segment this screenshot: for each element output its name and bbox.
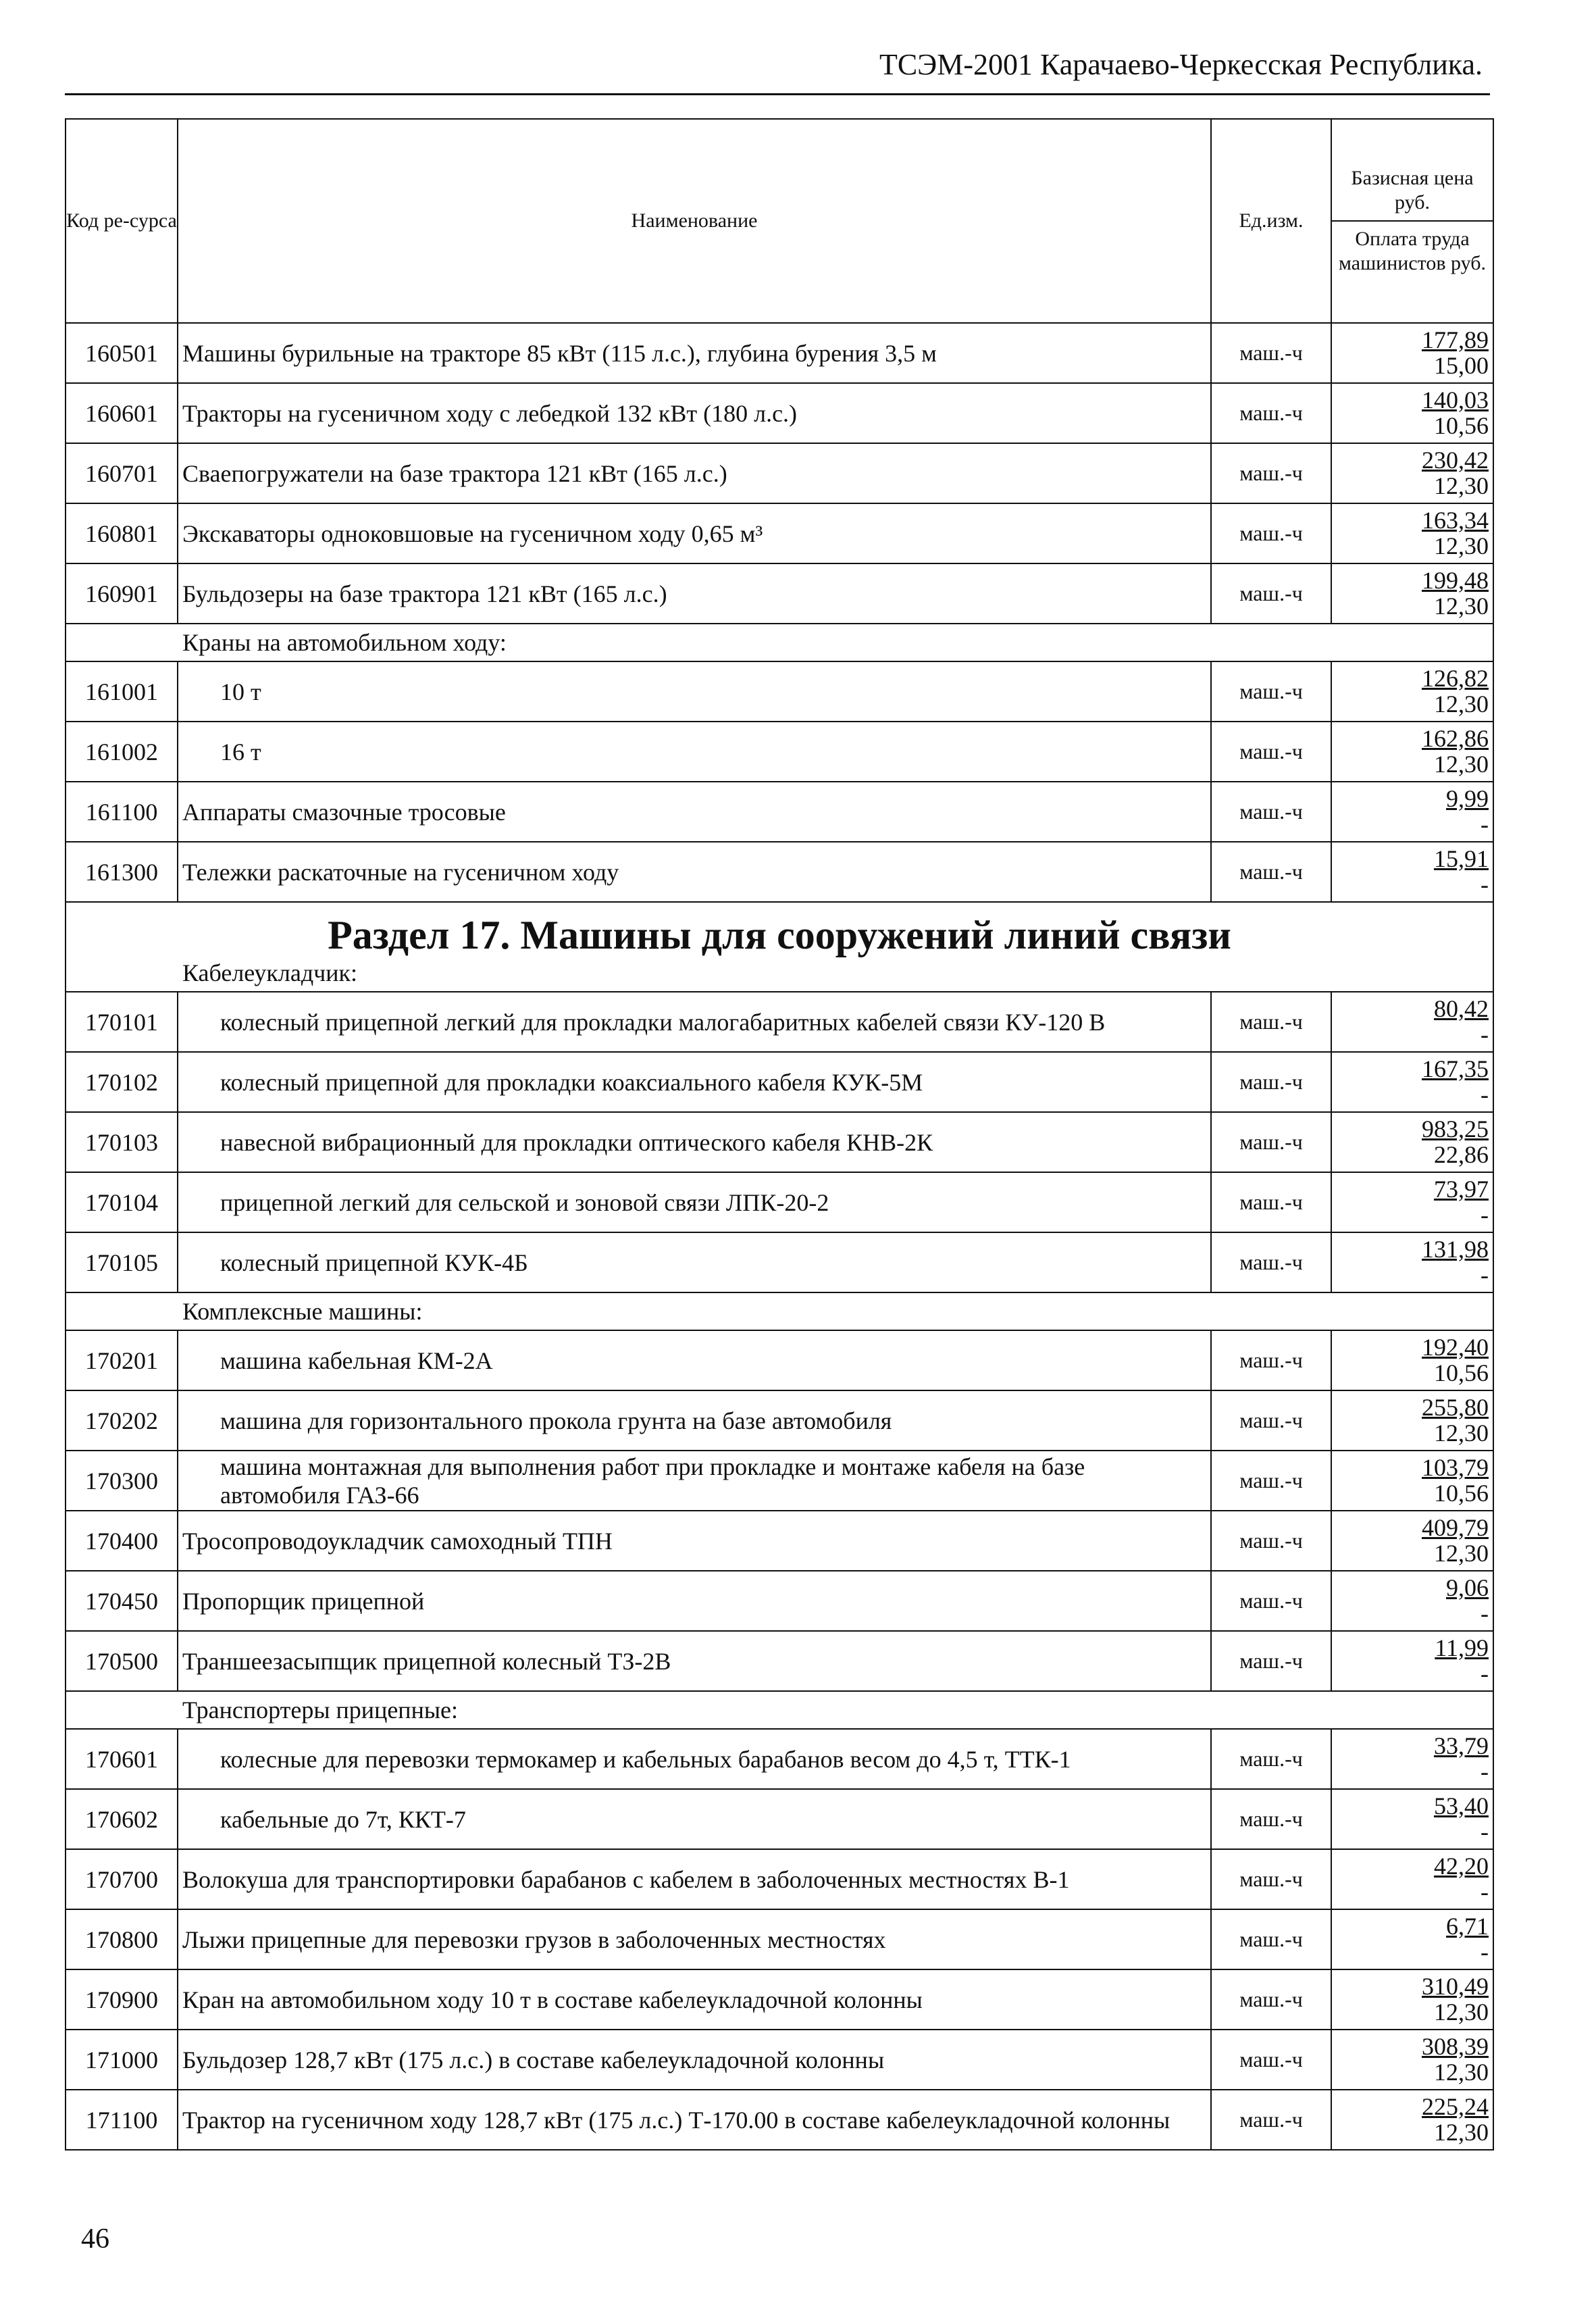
unit-of-measure: маш.-ч xyxy=(1211,1052,1331,1112)
resource-name: колесный прицепной для прокладки коаксиального кабеля КУК-5М xyxy=(178,1052,1211,1112)
operator-wage: 12,30 xyxy=(1434,690,1489,718)
operator-wage: 10,56 xyxy=(1434,1479,1489,1507)
group-heading: Транспортеры прицепные: xyxy=(66,1691,1493,1729)
unit-of-measure: маш.-ч xyxy=(1211,1451,1331,1511)
operator-wage: 12,30 xyxy=(1434,1419,1489,1447)
table-row xyxy=(66,1511,1493,1571)
resource-code: 170602 xyxy=(66,1789,178,1849)
unit-of-measure: маш.-ч xyxy=(1211,1789,1331,1849)
table-row xyxy=(66,1451,1493,1511)
group-heading-row xyxy=(66,624,1493,661)
operator-wage: - xyxy=(1481,1938,1489,1965)
resource-name: машина монтажная для выполнения работ при прокладке и монтаже кабеля на базе автомобиля ГАЗ-66 xyxy=(178,1451,1211,1511)
operator-wage: 12,30 xyxy=(1434,472,1489,499)
base-price: 409,79 xyxy=(1422,1513,1489,1541)
operator-wage: 12,30 xyxy=(1434,1998,1489,2026)
table-row xyxy=(66,323,1493,383)
resource-code: 160801 xyxy=(66,503,178,563)
resource-code: 160501 xyxy=(66,323,178,383)
table-row xyxy=(66,1112,1493,1172)
operator-wage: 12,30 xyxy=(1434,2118,1489,2146)
table-header-row xyxy=(66,119,1493,323)
resource-name: машина для горизонтального прокола грунта на базе автомобиля xyxy=(178,1390,1211,1451)
operator-wage: - xyxy=(1481,1878,1489,1905)
unit-of-measure: маш.-ч xyxy=(1211,383,1331,443)
price-cell xyxy=(1331,1390,1493,1451)
operator-wage: - xyxy=(1481,1659,1489,1687)
resource-code: 171000 xyxy=(66,2030,178,2090)
resource-name: Бульдозеры на базе трактора 121 кВт (165 л.с.) xyxy=(178,563,1211,624)
resource-name: Сваепогружатели на базе трактора 121 кВт (165 л.с.) xyxy=(178,443,1211,503)
table-row xyxy=(66,1052,1493,1112)
base-price: 310,49 xyxy=(1422,1972,1489,2000)
table-row xyxy=(66,1390,1493,1451)
table-row xyxy=(66,722,1493,782)
resource-code: 170201 xyxy=(66,1330,178,1390)
unit-of-measure: маш.-ч xyxy=(1211,1390,1331,1451)
operator-wage: - xyxy=(1481,1201,1489,1228)
price-cell xyxy=(1331,563,1493,624)
page-number: 46 xyxy=(81,2223,109,2255)
table-row xyxy=(66,1969,1493,2030)
base-price: 103,79 xyxy=(1422,1453,1489,1481)
column-header-price-base: Базисная цена руб. xyxy=(1332,161,1493,222)
column-header-code: Код ре-сурса xyxy=(66,119,178,323)
base-price: 230,42 xyxy=(1422,446,1489,474)
base-price: 42,20 xyxy=(1434,1852,1489,1880)
price-cell xyxy=(1331,1330,1493,1390)
price-cell xyxy=(1331,842,1493,902)
operator-wage: 12,30 xyxy=(1434,2058,1489,2086)
price-cell xyxy=(1331,1571,1493,1631)
group-heading-row xyxy=(66,1292,1493,1330)
unit-of-measure: маш.-ч xyxy=(1211,1631,1331,1691)
base-price: 126,82 xyxy=(1422,664,1489,692)
unit-of-measure: маш.-ч xyxy=(1211,1511,1331,1571)
price-cell xyxy=(1331,443,1493,503)
resource-code: 160701 xyxy=(66,443,178,503)
resource-code: 170450 xyxy=(66,1571,178,1631)
unit-of-measure: маш.-ч xyxy=(1211,992,1331,1052)
section-title: Раздел 17. Машины для сооружений линий связи xyxy=(328,913,1231,957)
price-cell xyxy=(1331,2030,1493,2090)
resource-code: 170104 xyxy=(66,1172,178,1232)
resource-code: 170102 xyxy=(66,1052,178,1112)
table-row xyxy=(66,782,1493,842)
operator-wage: 12,30 xyxy=(1434,1539,1489,1567)
resource-code: 160601 xyxy=(66,383,178,443)
resource-name: Тележки раскаточные на гусеничном ходу xyxy=(178,842,1211,902)
resource-name: Экскаваторы одноковшовые на гусеничном ходу 0,65 м³ xyxy=(178,503,1211,563)
resource-code: 161002 xyxy=(66,722,178,782)
resource-code: 170800 xyxy=(66,1909,178,1969)
resource-name: навесной вибрационный для прокладки оптического кабеля КНВ-2К xyxy=(178,1112,1211,1172)
column-header-unit: Ед.изм. xyxy=(1211,119,1331,323)
unit-of-measure: маш.-ч xyxy=(1211,323,1331,383)
base-price: 163,34 xyxy=(1422,506,1489,534)
price-cell xyxy=(1331,1232,1493,1292)
operator-wage: 12,30 xyxy=(1434,750,1489,778)
resource-code: 171100 xyxy=(66,2090,178,2150)
resource-code: 170500 xyxy=(66,1631,178,1691)
base-price: 53,40 xyxy=(1434,1792,1489,1819)
base-price: 255,80 xyxy=(1422,1393,1489,1421)
unit-of-measure: маш.-ч xyxy=(1211,1849,1331,1909)
base-price: 192,40 xyxy=(1422,1333,1489,1361)
resource-name: Тракторы на гусеничном ходу с лебедкой 132 кВт (180 л.с.) xyxy=(178,383,1211,443)
resource-name: Машины бурильные на тракторе 85 кВт (115 л.с.), глубина бурения 3,5 м xyxy=(178,323,1211,383)
operator-wage: - xyxy=(1481,1817,1489,1845)
base-price: 140,03 xyxy=(1422,386,1489,413)
resource-name: колесный прицепной КУК-4Б xyxy=(178,1232,1211,1292)
section-subgroup: Кабелеукладчик: xyxy=(182,959,357,986)
resource-name: Бульдозер 128,7 кВт (175 л.с.) в составе кабелеукладочной колонны xyxy=(178,2030,1211,2090)
resource-name: Лыжи прицепные для перевозки грузов в заболоченных местностях xyxy=(178,1909,1211,1969)
table-row xyxy=(66,1849,1493,1909)
operator-wage: - xyxy=(1481,870,1489,898)
resource-name: Кран на автомобильном ходу 10 т в составе кабелеукладочной колонны xyxy=(178,1969,1211,2030)
unit-of-measure: маш.-ч xyxy=(1211,661,1331,722)
price-cell xyxy=(1331,2090,1493,2150)
resource-name: Траншеезасыпщик прицепной колесный ТЗ-2В xyxy=(178,1631,1211,1691)
resource-name: Тросопроводоукладчик самоходный ТПН xyxy=(178,1511,1211,1571)
price-cell xyxy=(1331,1789,1493,1849)
base-price: 131,98 xyxy=(1422,1235,1489,1263)
resource-name: прицепной легкий для сельской и зоновой связи ЛПК-20-2 xyxy=(178,1172,1211,1232)
unit-of-measure: маш.-ч xyxy=(1211,1729,1331,1789)
resource-code: 170103 xyxy=(66,1112,178,1172)
unit-of-measure: маш.-ч xyxy=(1211,2030,1331,2090)
table-row xyxy=(66,1789,1493,1849)
price-cell xyxy=(1331,1451,1493,1511)
group-heading: Комплексные машины: xyxy=(66,1292,1493,1330)
base-price: 9,99 xyxy=(1446,784,1489,812)
base-price: 983,25 xyxy=(1422,1115,1489,1142)
table-row xyxy=(66,661,1493,722)
operator-wage: 15,00 xyxy=(1434,351,1489,379)
resource-code: 161300 xyxy=(66,842,178,902)
resource-code: 170202 xyxy=(66,1390,178,1451)
price-cell xyxy=(1331,1909,1493,1969)
operator-wage: - xyxy=(1481,810,1489,838)
price-cell xyxy=(1331,661,1493,722)
price-cell xyxy=(1331,323,1493,383)
price-cell xyxy=(1331,992,1493,1052)
base-price: 177,89 xyxy=(1422,326,1489,353)
column-header-name: Наименование xyxy=(178,119,1211,323)
base-price: 199,48 xyxy=(1422,566,1489,594)
unit-of-measure: маш.-ч xyxy=(1211,503,1331,563)
table-row xyxy=(66,383,1493,443)
resource-name: машина кабельная КМ-2А xyxy=(178,1330,1211,1390)
resource-code: 170400 xyxy=(66,1511,178,1571)
price-cell xyxy=(1331,503,1493,563)
section-heading-cell xyxy=(66,902,1493,992)
unit-of-measure: маш.-ч xyxy=(1211,722,1331,782)
base-price: 80,42 xyxy=(1434,995,1489,1022)
price-cell xyxy=(1331,1511,1493,1571)
unit-of-measure: маш.-ч xyxy=(1211,1172,1331,1232)
price-cell xyxy=(1331,1052,1493,1112)
section-heading-row xyxy=(66,902,1493,992)
resource-code: 161001 xyxy=(66,661,178,722)
column-header-price xyxy=(1331,119,1493,323)
price-cell xyxy=(1331,1172,1493,1232)
table-row xyxy=(66,1232,1493,1292)
table-row xyxy=(66,1631,1493,1691)
base-price: 11,99 xyxy=(1435,1634,1489,1661)
base-price: 33,79 xyxy=(1434,1732,1489,1759)
unit-of-measure: маш.-ч xyxy=(1211,1232,1331,1292)
resource-name: колесный прицепной легкий для прокладки малогабаритных кабелей связи КУ-120 В xyxy=(178,992,1211,1052)
page-header-title: ТСЭМ-2001 Карачаево-Черкесская Республика. xyxy=(879,48,1483,81)
price-cell xyxy=(1331,782,1493,842)
group-heading-row xyxy=(66,1691,1493,1729)
unit-of-measure: маш.-ч xyxy=(1211,2090,1331,2150)
unit-of-measure: маш.-ч xyxy=(1211,782,1331,842)
unit-of-measure: маш.-ч xyxy=(1211,563,1331,624)
unit-of-measure: маш.-ч xyxy=(1211,1112,1331,1172)
resource-name: 10 т xyxy=(178,661,1211,722)
resource-code: 170700 xyxy=(66,1849,178,1909)
resource-code: 170900 xyxy=(66,1969,178,2030)
base-price: 73,97 xyxy=(1434,1175,1489,1203)
operator-wage: 10,56 xyxy=(1434,411,1489,439)
resource-name: Аппараты смазочные тросовые xyxy=(178,782,1211,842)
price-cell xyxy=(1331,1849,1493,1909)
table-row xyxy=(66,1729,1493,1789)
base-price: 15,91 xyxy=(1434,845,1489,872)
price-cell xyxy=(1331,383,1493,443)
table-row xyxy=(66,503,1493,563)
unit-of-measure: маш.-ч xyxy=(1211,1571,1331,1631)
resource-code: 161100 xyxy=(66,782,178,842)
resource-name: кабельные до 7т, ККТ-7 xyxy=(178,1789,1211,1849)
table-row xyxy=(66,842,1493,902)
resource-code: 170601 xyxy=(66,1729,178,1789)
resource-code: 170105 xyxy=(66,1232,178,1292)
resource-name: Трактор на гусеничном ходу 128,7 кВт (175 л.с.) Т-170.00 в составе кабелеукладочной колонны xyxy=(178,2090,1211,2150)
machine-price-table xyxy=(65,118,1494,2150)
price-cell xyxy=(1331,1969,1493,2030)
price-cell xyxy=(1331,1112,1493,1172)
table-row xyxy=(66,1172,1493,1232)
operator-wage: 12,30 xyxy=(1434,532,1489,559)
table-row xyxy=(66,992,1493,1052)
operator-wage: - xyxy=(1481,1020,1489,1048)
base-price: 6,71 xyxy=(1446,1912,1489,1940)
operator-wage: - xyxy=(1481,1080,1489,1108)
operator-wage: - xyxy=(1481,1261,1489,1288)
unit-of-measure: маш.-ч xyxy=(1211,443,1331,503)
resource-code: 170300 xyxy=(66,1451,178,1511)
unit-of-measure: маш.-ч xyxy=(1211,1909,1331,1969)
table-row xyxy=(66,563,1493,624)
header-divider xyxy=(65,93,1490,95)
unit-of-measure: маш.-ч xyxy=(1211,1330,1331,1390)
table-row xyxy=(66,1909,1493,1969)
operator-wage: - xyxy=(1481,1757,1489,1785)
column-header-price-wage: Оплата труда машинистов руб. xyxy=(1338,228,1487,274)
unit-of-measure: маш.-ч xyxy=(1211,842,1331,902)
table-row xyxy=(66,2030,1493,2090)
base-price: 162,86 xyxy=(1422,724,1489,752)
resource-code: 160901 xyxy=(66,563,178,624)
table-row xyxy=(66,443,1493,503)
base-price: 308,39 xyxy=(1422,2032,1489,2060)
price-cell xyxy=(1331,1631,1493,1691)
operator-wage: 12,30 xyxy=(1434,592,1489,620)
base-price: 225,24 xyxy=(1422,2092,1489,2120)
table-row xyxy=(66,2090,1493,2150)
group-heading: Краны на автомобильном ходу: xyxy=(66,624,1493,661)
operator-wage: 22,86 xyxy=(1434,1140,1489,1168)
price-cell xyxy=(1331,1729,1493,1789)
resource-code: 170101 xyxy=(66,992,178,1052)
operator-wage: - xyxy=(1481,1599,1489,1627)
unit-of-measure: маш.-ч xyxy=(1211,1969,1331,2030)
operator-wage: 10,56 xyxy=(1434,1359,1489,1386)
base-price: 167,35 xyxy=(1422,1055,1489,1082)
table-row xyxy=(66,1571,1493,1631)
price-cell xyxy=(1331,722,1493,782)
resource-name: колесные для перевозки термокамер и кабельных барабанов весом до 4,5 т, ТТК-1 xyxy=(178,1729,1211,1789)
resource-name: Волокуша для транспортировки барабанов с кабелем в заболоченных местностях В-1 xyxy=(178,1849,1211,1909)
resource-name: Пропорщик прицепной xyxy=(178,1571,1211,1631)
table-row xyxy=(66,1330,1493,1390)
resource-name: 16 т xyxy=(178,722,1211,782)
base-price: 9,06 xyxy=(1446,1574,1489,1601)
